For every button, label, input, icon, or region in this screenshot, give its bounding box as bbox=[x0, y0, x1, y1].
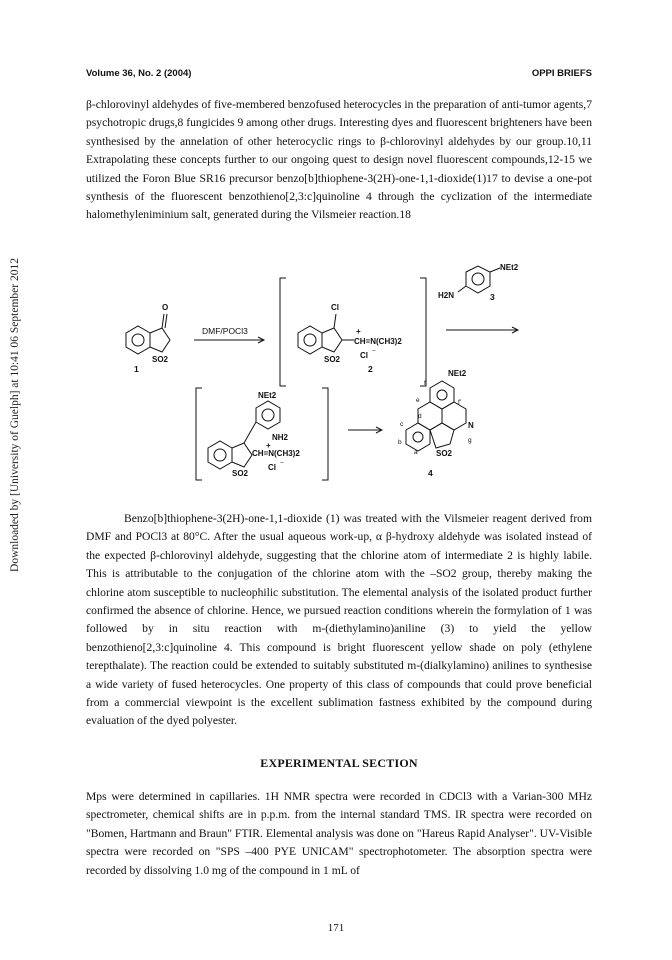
cmpd2-plus-sign: + bbox=[356, 327, 361, 336]
cmpd4-ring-f bbox=[430, 381, 454, 409]
cmpd4-net2-label: NEt2 bbox=[448, 369, 467, 378]
reagent-number: 3 bbox=[490, 292, 495, 302]
cmpd2-iminium-label: CH=N(CH3)2 bbox=[354, 337, 402, 346]
cmpd4-ring-c bbox=[406, 423, 430, 451]
cmpd2-chlorine-label: Cl bbox=[331, 303, 339, 312]
cmpd1-oxygen-label: O bbox=[162, 303, 169, 312]
aniline-ring bbox=[466, 266, 490, 293]
ring-letter-f-prime: f' bbox=[458, 399, 462, 406]
ring-letter-a: a bbox=[414, 449, 418, 456]
experimental-paragraph: Mps were determined in capillaries. 1H NMR spectra were recorded in CDCl3 with a Varian-300 MHz spectrometer, chemical shifts are in p.p.m. from the internal standard TMS. IR spectra were recorded on "Bomen, Hartmann and Braun" FTIR. Elemental analysis was done on "Hareus Rapid Analyser". UV-Visible spectra were recorded on "SPS –400 PYE UNICAM" spectrophotometer. The absorption spectra were recorded by dissolving 1.0 mg of the compound in 1 mL of bbox=[86, 790, 592, 877]
reaction-scheme bbox=[86, 258, 592, 494]
intro-paragraph: β-chlorovinyl aldehydes of five-membered benzofused heterocycles in the preparation of anti-tumor agents,7 psychotropic drugs,8 fungicides 9 among other drugs. Interesting dyes and fluorescent brighteners have been synthesised by the annelation of other heterocyclic rings to β-chlorovinyl aldehydes by our group.10,11 Extrapolating these concepts further to our ongoing quest to design novel fluorescent compounds,12-15 we utilized the Foron Blue SR16 precursor benzo[b]thiophene-3(2H)-one-1,1-dioxide(1)17 to devise a one-pot synthesis of the fluorescent benzothieno[2,3:c]quinoline 4 through the cyclization of the intermediate halomethyleniminium salt, generated during the Vilsmeier reaction.18 bbox=[86, 98, 592, 222]
cmpd4-so2-label: SO2 bbox=[436, 449, 453, 458]
intermediate-plus-sign: + bbox=[266, 441, 271, 450]
section-label: OPPI BRIEFS bbox=[531, 68, 592, 79]
ring-letter-e: e bbox=[416, 397, 420, 404]
reagent-net2-label: NEt2 bbox=[500, 263, 519, 272]
download-watermark bbox=[8, 200, 22, 630]
cmpd1-benzene-ring bbox=[126, 326, 150, 354]
intermediate-minus-sign: − bbox=[280, 460, 284, 467]
intermediate-thiophene-ring bbox=[232, 443, 252, 467]
cmpd4-pyridine-ring bbox=[442, 402, 466, 430]
cmpd2-bracket-right bbox=[420, 278, 426, 386]
cmpd1-so2-label: SO2 bbox=[152, 355, 169, 364]
reagent-h2n-label: H2N bbox=[438, 291, 455, 300]
cmpd4-thiophene-ring bbox=[430, 423, 454, 448]
results-paragraph: Benzo[b]thiophene-3(2H)-one-1,1-dioxide (1) was treated with the Vilsmeier reagent derived from DMF and POCl3 at 80°C. After the usual aqueous work-up, α β-hydroxy aldehyde was isolated instead of the expected β-chlorovinyl aldehyde, suggesting that the chlorine atom of intermediate 2 is highly labile. This is attributable to the conjugation of the chlorine atom with the –SO2 group, thereby making the chlorine atom susceptible to nucleophilic substitution. The elemental analysis of the isolated product further confirmed the absence of chlorine. Hence, we pursued reaction conditions wherein the formylation of 1 was followed by in situ reaction with m-(diethylamino)aniline (3) to yield the yellow benzothieno[2,3:c]quinoline 4. This compound is bright fluorescent yellow shade on poly (ethylene terepthalate). The reaction could be extended to suitably substituted m-(dialkylamino) anilines to synthesise a wide variety of fused heterocycles. One property of this class of compounds that could prove beneficial from a commercial viewpoint is the excellent sublimation fastness exhibited by the compound during evaluation of the dyed polyester. bbox=[86, 512, 592, 728]
intermediate-chloride-label: Cl bbox=[268, 463, 276, 472]
intermediate-so2-label: SO2 bbox=[232, 469, 249, 478]
cmpd2-bracket-left bbox=[280, 278, 286, 386]
cmpd2-benzene-ring bbox=[298, 326, 322, 354]
ring-letter-b: b bbox=[398, 439, 402, 446]
intermediate-net2-label: NEt2 bbox=[258, 391, 277, 400]
intermediate-benzene-ring bbox=[208, 441, 232, 469]
intermediate-aniline-ring bbox=[256, 401, 280, 429]
intermediate-nh2-label: NH2 bbox=[272, 433, 289, 442]
cmpd4-nitrogen-label: N bbox=[468, 421, 474, 430]
intermediate-iminium-label: CH=N(CH3)2 bbox=[252, 449, 300, 458]
download-watermark-text: Downloaded by [University of Guelph] at 10:41 06 September 2012 bbox=[9, 258, 21, 572]
ring-letter-f: f bbox=[424, 380, 426, 387]
cmpd1-thiophene-ring bbox=[150, 328, 170, 352]
reaction-scheme-svg bbox=[86, 258, 592, 494]
cmpd4-number: 4 bbox=[428, 468, 433, 478]
cmpd2-thiophene-ring bbox=[322, 328, 342, 352]
page-number: 171 bbox=[327, 922, 345, 934]
cmpd1-number: 1 bbox=[134, 364, 139, 374]
cmpd2-chloride-label: Cl bbox=[360, 351, 368, 360]
cmpd2-number: 2 bbox=[368, 364, 373, 374]
section-heading: EXPERIMENTAL SECTION bbox=[260, 756, 418, 770]
ring-letter-d: d bbox=[418, 413, 422, 420]
ring-letter-c: c bbox=[400, 421, 404, 428]
journal-volume: Volume 36, No. 2 (2004) bbox=[86, 68, 192, 79]
cmpd2-so2-label: SO2 bbox=[324, 355, 341, 364]
cmpd1-carbonyl-bond bbox=[162, 314, 164, 328]
running-header bbox=[86, 68, 592, 82]
cmpd2-minus-sign: − bbox=[372, 348, 376, 355]
cmpd1-aromatic-circle bbox=[132, 334, 144, 346]
intermediate-bracket-right bbox=[322, 388, 328, 480]
ring-letter-g: g bbox=[468, 437, 472, 444]
intermediate-bracket-left bbox=[196, 388, 202, 480]
reagent-dmf-pocl3: DMF/POCl3 bbox=[202, 326, 248, 336]
